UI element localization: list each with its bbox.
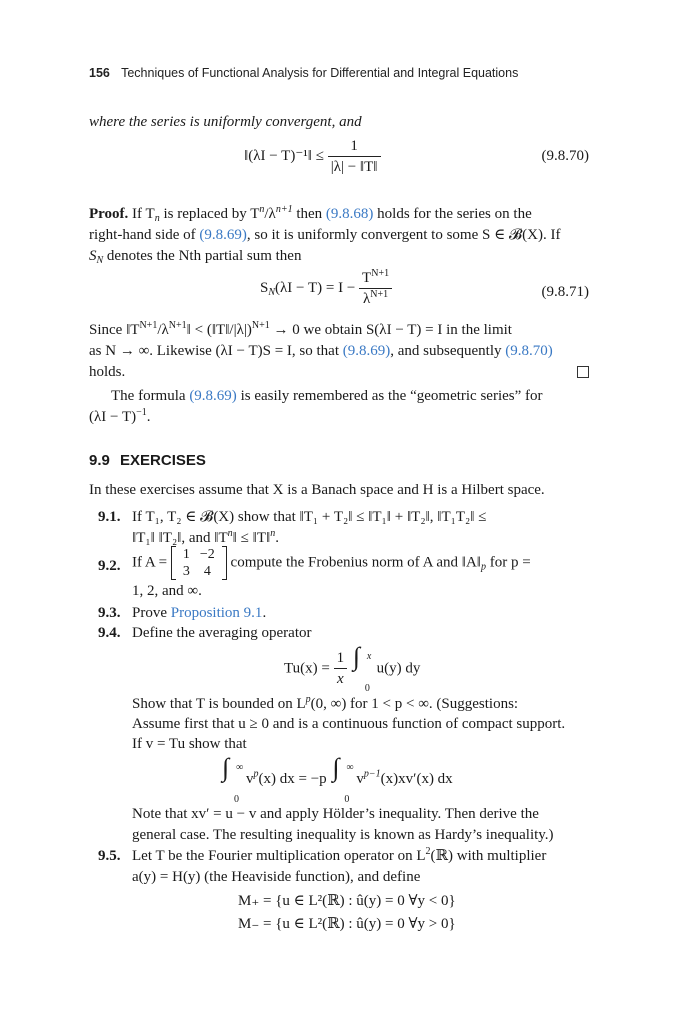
proof-text: , so it is uniformly convergent to some S ∈ 𝓑(X). If	[246, 227, 561, 243]
ex-9-5-text: Let T be the Fourier multiplication operator on L	[132, 848, 426, 864]
eq-integrand: u(y) dy	[376, 660, 421, 677]
eq-num: 1	[336, 650, 345, 666]
eq71-numerator: $T^{N+1}$	[362, 268, 390, 286]
proof-text: right-hand side of	[89, 227, 200, 243]
since-text: /λ	[157, 322, 169, 338]
proof-text: /λ	[264, 206, 276, 222]
ex-9-3-text: .	[262, 605, 267, 621]
section-heading	[89, 452, 206, 469]
eq-term: v	[356, 771, 364, 787]
m-plus-definition: M₊ = {u ∈ L²(ℝ) : û(y) = 0 ∀y < 0}	[238, 893, 456, 909]
eq-term: v	[246, 771, 254, 787]
matrix-cell: 4	[203, 564, 211, 579]
matrix-cell: 1	[182, 547, 190, 562]
proof-text: If T	[128, 206, 155, 222]
ex-9-3-line	[132, 603, 266, 623]
running-header	[89, 66, 518, 80]
integral-lower-limit: 0	[364, 682, 370, 694]
remark-text: is easily remembered as the “geometric series” for	[236, 388, 543, 404]
eq-fraction	[334, 648, 348, 689]
eq-term: (x)xv′(x) dx	[380, 771, 453, 787]
eq-den: x	[334, 668, 348, 689]
ref-eq-9-8-68[interactable]: (9.8.68)	[325, 206, 374, 222]
exercise-number	[98, 846, 121, 866]
integral-upper-limit: x	[366, 650, 372, 662]
exercise-number	[98, 623, 121, 643]
proof-line-2	[89, 225, 561, 245]
eq70-denominator: |λ| − ‖T‖	[328, 156, 381, 177]
ex-9-2-line-1: If A = 1 −2 3 4 compute the Frobenius norm of A and $‖A‖_p$ for p =	[132, 547, 531, 579]
ex-9-4-line-5: Note that xv′ = u − v and apply Hölder’s inequality. Then derive the	[132, 806, 539, 822]
averaging-operator-equation	[284, 641, 421, 694]
eq71-denominator: $\lambda^{N+1}$	[359, 288, 392, 309]
ex-9-2-text: compute the Frobenius norm of A and ‖A‖	[230, 554, 482, 571]
integral-upper-limit: ∞	[236, 762, 244, 773]
ex-9-1-line-1: If T₁, T₂ ∈ 𝓑(X) show that ‖T₁ + T₂‖ ≤ ‖T₁‖ + ‖T₂‖, ‖T₁T₂‖ ≤	[132, 509, 487, 525]
eq71-lhs: S	[260, 279, 269, 296]
exercise-number	[98, 603, 121, 623]
integral-lower-limit: 0	[234, 794, 239, 805]
integral-sign-icon: ∫ x 0	[351, 649, 373, 689]
ex-9-4-text: (0, ∞) for 1 < p < ∞. (Suggestions:	[310, 696, 519, 712]
equation-9-8-71: $S_N(\lambda I - T) = I$ − $\frac{T^{N+1}}{\lambda^{N+1}}$	[260, 268, 392, 309]
eq70-fraction	[328, 136, 381, 177]
ex-9-4-line-2: Show that T is bounded on $L^p(0$, ∞) for 1 < p < ∞. (Suggestions:	[132, 694, 519, 712]
ex-9-4-line-6: general case. The resulting inequality is known as Hardy’s inequality.)	[132, 827, 554, 843]
since-text: → 0 we obtain S(λI − T) = I in the limit	[269, 322, 512, 338]
remark-line-2: $(\lambda I - T)^{-1}$.	[89, 407, 151, 425]
remark-line-1	[111, 386, 543, 406]
proof-line-1: Proof. If $T_n$ is replaced by $T^n/\lambda^{n+1}$ then (9.8.68) holds for the series on the	[89, 204, 532, 224]
eq71-fraction	[359, 268, 392, 309]
ex-9-1-text: .	[275, 530, 279, 546]
since-text: Since ‖T	[89, 322, 140, 338]
ex-9-4-number: 9.4.	[98, 625, 121, 641]
ex-9-1-text: ‖ ≤ ‖T‖	[232, 530, 271, 546]
integral-lower-limit: 0	[344, 794, 350, 805]
ex-9-4-text: Show that T is bounded on L	[132, 696, 306, 712]
ex-9-1-line-2: ‖T₁‖ ‖T₂‖, and $‖T^n‖$ ≤ ‖T‖$^n$.	[132, 528, 279, 546]
eq-label-9-8-70: (9.8.70)	[541, 148, 589, 164]
exercise-assumption: In these exercises assume that X is a Banach space and H is a Hilbert space.	[89, 482, 545, 498]
ex-9-5-line-2: a(y) = H(y) (the Heaviside function), and define	[132, 869, 421, 885]
eq-lhs: Tu(x) =	[284, 660, 330, 677]
ex-9-2-text: If A =	[132, 554, 168, 571]
matrix-a	[171, 546, 227, 580]
matrix-cell: −2	[199, 547, 215, 562]
right-bracket-icon	[222, 546, 227, 580]
since-text: ‖ < (‖T‖/|λ|)	[186, 322, 252, 338]
exercise-number	[98, 507, 121, 527]
ref-proposition-9-1[interactable]: Proposition 9.1	[170, 605, 263, 621]
proof-text: then	[292, 206, 326, 222]
ref-eq-9-8-69[interactable]: (9.8.69)	[199, 227, 247, 243]
ex-9-4-line-3: Assume first that u ≥ 0 and is a continuous function of compact support.	[132, 716, 566, 732]
m-minus-definition: M₋ = {u ∈ L²(ℝ) : û(y) = 0 ∀y > 0}	[238, 916, 456, 932]
ex-9-2-number: 9.2.	[98, 558, 121, 574]
qed-box-icon	[577, 366, 589, 378]
eq70-numerator: 1	[350, 138, 358, 154]
ref-eq-9-8-70[interactable]: (9.8.70)	[505, 343, 553, 359]
ex-9-3-number: 9.3.	[98, 605, 121, 621]
since-text: as N → ∞. Likewise (λI − T)S = I, so that	[89, 343, 343, 359]
equation-9-8-70	[244, 136, 381, 177]
page-number: 156	[89, 66, 110, 80]
ref-eq-9-8-69[interactable]: (9.8.69)	[189, 388, 237, 404]
ref-eq-9-8-69[interactable]: (9.8.69)	[342, 343, 391, 359]
ex-9-3-text: Prove	[132, 605, 171, 621]
ex-9-4-line-4: If v = Tu show that	[132, 736, 247, 752]
ex-9-1-text: ‖T₁‖ ‖T₂‖, and ‖T	[132, 530, 228, 546]
eq-label-9-8-71: (9.8.71)	[541, 284, 589, 300]
hardy-equation: ∫ ∞ 0 $v^p(x)$ dx = −p ∫ ∞ 0 $v^{p-1}(x)xv'(x)$ dx	[220, 758, 453, 802]
left-bracket-icon	[171, 546, 176, 580]
proof-text: S	[89, 248, 97, 264]
exercise-number	[98, 556, 121, 576]
proof-text: denotes the Nth partial sum then	[103, 248, 302, 264]
running-title: Techniques of Functional Analysis for Differential and Integral Equations	[121, 66, 519, 80]
since-text: , and subsequently	[390, 343, 506, 359]
eq71-lhs-rest: (λI − T) = I −	[275, 279, 356, 296]
proof-text: holds for the series on the	[373, 206, 532, 222]
remark-text: The formula	[111, 388, 190, 404]
integral-upper-limit: ∞	[346, 762, 354, 773]
since-line-3: holds.	[89, 364, 126, 380]
remark-text: (λI − T)	[89, 409, 137, 425]
ex-9-4-line-1: Define the averaging operator	[132, 625, 312, 641]
eq71-num-text: T	[362, 270, 372, 286]
eq71-den-text: λ	[362, 291, 371, 307]
ex-9-2-line-2: 1, 2, and ∞.	[132, 583, 202, 599]
section-title: EXERCISES	[120, 452, 206, 469]
intro-line: where the series is uniformly convergent, and	[89, 114, 362, 130]
since-line-2	[89, 341, 553, 361]
integral-sign-icon: ∫ ∞ 0	[330, 758, 356, 800]
proof-label: Proof.	[89, 206, 129, 222]
ex-9-5-number: 9.5.	[98, 848, 121, 864]
ex-9-5-line-1: Let T be the Fourier multiplication operator on $L^2(ℝ)$ with multiplier	[132, 846, 547, 864]
since-line-1: Since $‖T^{N+1}/\lambda^{N+1}‖$ < (‖T‖/|λ|)$^{N+1}$ → 0 we obtain S(λI − T) = I in the limit	[89, 320, 512, 338]
ex-9-5-text: (ℝ) with multiplier	[430, 848, 547, 864]
eq70-lhs: ‖(λI − T)⁻¹‖ ≤	[244, 147, 324, 164]
matrix-table	[178, 546, 220, 580]
proof-text: is replaced by T	[159, 206, 260, 222]
ex-9-2-text: for p =	[486, 554, 531, 571]
proof-line-3: $S_N$ denotes the Nth partial sum then	[89, 248, 302, 266]
matrix-cell: 3	[182, 564, 190, 579]
section-number: 9.9	[89, 452, 110, 469]
ex-9-1-number: 9.1.	[98, 509, 121, 525]
integral-sign-icon: ∫ ∞ 0	[220, 758, 246, 800]
eq-term: (x) dx = −p	[258, 771, 327, 787]
